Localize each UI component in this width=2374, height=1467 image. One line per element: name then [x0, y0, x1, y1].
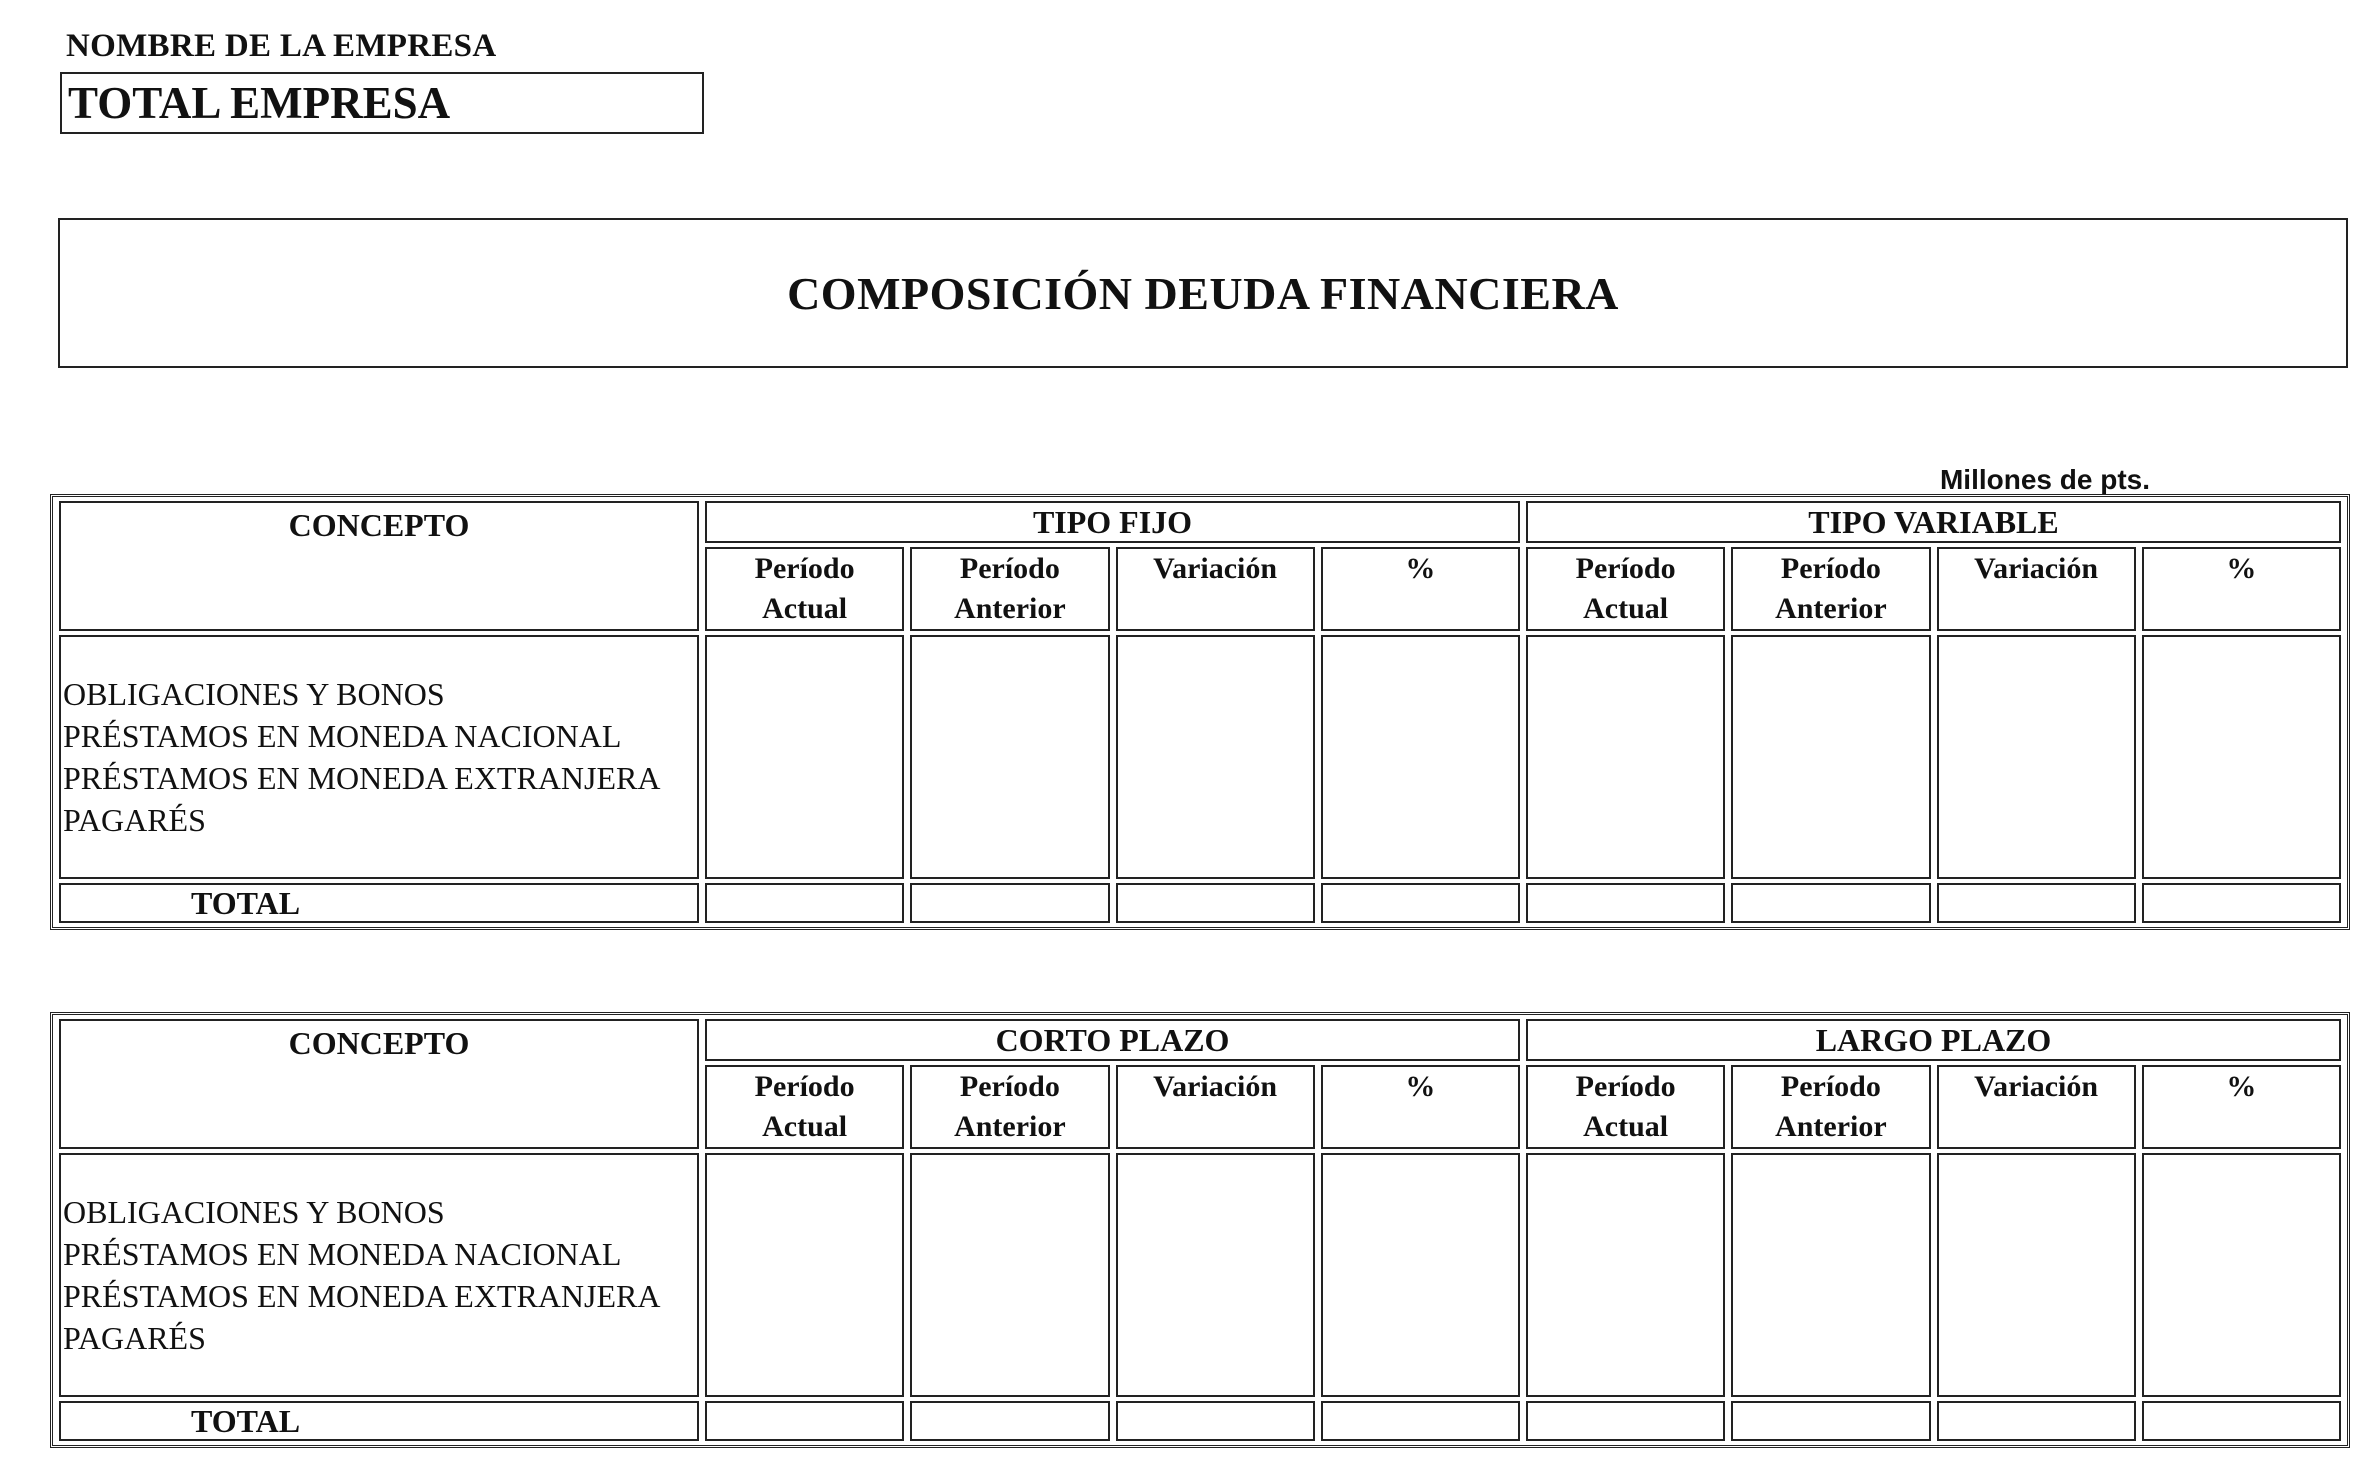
concept-header: CONCEPTO [59, 501, 699, 631]
total-cell[interactable] [1116, 883, 1315, 923]
subheader-percent: % [1321, 547, 1520, 631]
total-cell[interactable] [2142, 883, 2341, 923]
units-label: Millones de pts. [1939, 464, 2150, 495]
list-item: OBLIGACIONES Y BONOS [63, 676, 445, 712]
subheader-percent: % [2142, 1065, 2341, 1149]
debt-table-rate-type [50, 494, 2350, 930]
total-cell[interactable] [1116, 1401, 1315, 1441]
subheader-periodo-anterior: Período Anterior [910, 1065, 1109, 1149]
list-item: PRÉSTAMOS EN MONEDA EXTRANJERA [63, 1278, 661, 1314]
table-body-row [59, 635, 2341, 879]
group-header-tipo-fijo: TIPO FIJO [705, 501, 1520, 543]
list-item: PAGARÉS [63, 802, 206, 838]
company-name-field: TOTAL EMPRESA [60, 72, 704, 134]
list-item: PRÉSTAMOS EN MONEDA NACIONAL [63, 1236, 622, 1272]
subheader-periodo-anterior: Período Anterior [910, 547, 1109, 631]
subheader-variacion: Variación [1116, 547, 1315, 631]
value-cell[interactable] [1321, 1153, 1520, 1397]
subheader-variacion: Variación [1116, 1065, 1315, 1149]
total-label: TOTAL [59, 1401, 699, 1441]
total-cell[interactable] [1321, 1401, 1520, 1441]
list-item: PAGARÉS [63, 1320, 206, 1356]
value-cell[interactable] [2142, 1153, 2341, 1397]
value-cell[interactable] [1116, 635, 1315, 879]
group-header-corto-plazo: CORTO PLAZO [705, 1019, 1520, 1061]
subheader-periodo-actual: Período Actual [705, 547, 904, 631]
value-cell[interactable] [1116, 1153, 1315, 1397]
total-cell[interactable] [910, 1401, 1109, 1441]
table-body-row [59, 1153, 2341, 1397]
total-row [59, 883, 2341, 923]
total-label: TOTAL [59, 883, 699, 923]
value-cell[interactable] [705, 1153, 904, 1397]
total-cell[interactable] [705, 1401, 904, 1441]
total-cell[interactable] [1731, 1401, 1930, 1441]
total-cell[interactable] [1731, 883, 1930, 923]
group-header-tipo-variable: TIPO VARIABLE [1526, 501, 2341, 543]
concept-list [59, 635, 699, 879]
subheader-periodo-actual: Período Actual [1526, 1065, 1725, 1149]
subheader-variacion: Variación [1937, 547, 2136, 631]
list-item: PRÉSTAMOS EN MONEDA EXTRANJERA [63, 760, 661, 796]
total-cell[interactable] [1526, 883, 1725, 923]
value-cell[interactable] [910, 1153, 1109, 1397]
value-cell[interactable] [1937, 635, 2136, 879]
subheader-percent: % [2142, 547, 2341, 631]
value-cell[interactable] [910, 635, 1109, 879]
value-cell[interactable] [1321, 635, 1520, 879]
total-cell[interactable] [910, 883, 1109, 923]
total-cell[interactable] [1526, 1401, 1725, 1441]
table-header-row [59, 501, 2341, 543]
list-item: OBLIGACIONES Y BONOS [63, 1194, 445, 1230]
concept-list [59, 1153, 699, 1397]
value-cell[interactable] [1526, 635, 1725, 879]
table-header-row [59, 1019, 2341, 1061]
value-cell[interactable] [705, 635, 904, 879]
total-cell[interactable] [1937, 1401, 2136, 1441]
total-cell[interactable] [1937, 883, 2136, 923]
subheader-periodo-anterior: Período Anterior [1731, 1065, 1930, 1149]
subheader-periodo-actual: Período Actual [1526, 547, 1725, 631]
subheader-percent: % [1321, 1065, 1520, 1149]
debt-table-term [50, 1012, 2350, 1448]
total-cell[interactable] [2142, 1401, 2341, 1441]
value-cell[interactable] [1731, 1153, 1930, 1397]
subheader-variacion: Variación [1937, 1065, 2136, 1149]
value-cell[interactable] [2142, 635, 2341, 879]
value-cell[interactable] [1937, 1153, 2136, 1397]
concept-header: CONCEPTO [59, 1019, 699, 1149]
total-cell[interactable] [1321, 883, 1520, 923]
subheader-periodo-actual: Período Actual [705, 1065, 904, 1149]
company-name-label: NOMBRE DE LA EMPRESA [66, 28, 497, 64]
list-item: PRÉSTAMOS EN MONEDA NACIONAL [63, 718, 622, 754]
document-title: COMPOSICIÓN DEUDA FINANCIERA [58, 218, 2348, 368]
group-header-largo-plazo: LARGO PLAZO [1526, 1019, 2341, 1061]
subheader-periodo-anterior: Período Anterior [1731, 547, 1930, 631]
total-row [59, 1401, 2341, 1441]
total-cell[interactable] [705, 883, 904, 923]
value-cell[interactable] [1731, 635, 1930, 879]
value-cell[interactable] [1526, 1153, 1725, 1397]
